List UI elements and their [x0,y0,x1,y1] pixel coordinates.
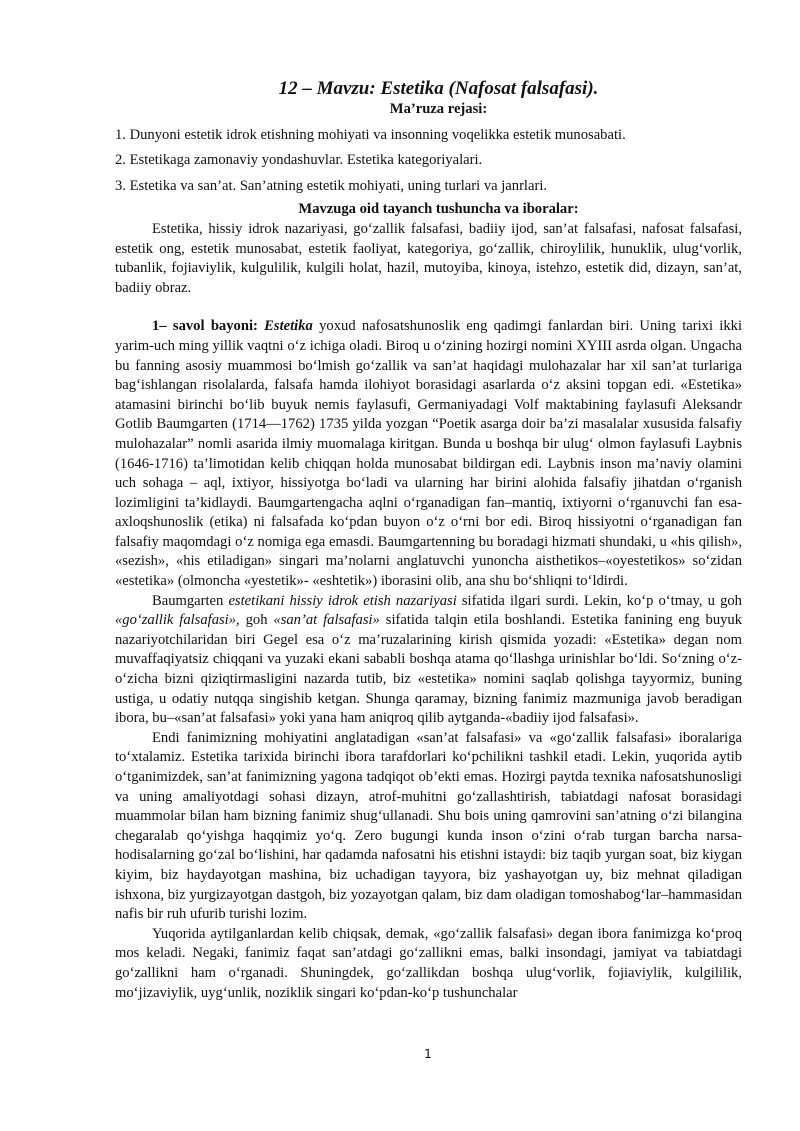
baumgarten-paragraph [115,592,742,729]
plan-item-3: 3. Estetika va san’at. San’atning estetik mohiyati, uning turlari va janrlari. [115,177,548,194]
document-title: 12 – Mavzu: Estetika (Nafosat falsafasi). [278,78,599,99]
text-run: sifatida ilgari surdi. Lekin, ko‘p o‘tmay, u goh [456,592,742,609]
question-1-paragraph [115,317,742,591]
question-1-lead: 1– savol bayoni: [152,318,258,335]
san-at-falsafasi-paragraph: Endi fanimizning mohiyatini anglatadigan «san’at falsafasi» va «go‘zallik falsafasi» iboralariga to‘xtalamiz. Estetika tarixida birinchi ibora tarafdorlari ko‘pchilikni tashkil etadi. Lekin, yuqorida aytib o‘tganimizdek, san’at fanimizning yagona tadqiqot ob’ekti emas. Hozirgi paytda texnika nafosatshunosligi va uning amaliyotdagi sohasi dizayn, atrof-muhitni go‘zallashtirish, tabiatdagi nafosat borasidagi muammolar bilan ham bizning fanimiz shug‘ullanadi. Shu bois uning qamrovini san’atning o‘zi bilangina chegaralab qo‘yishga haqqimiz yo‘q. Zero bugungi kunda inson o‘zini o‘rab turgan barcha narsa-hodisalarning go‘zal bo‘lishini, har qadamda nafosatni his etishni istaydi: biz taqib yurgan soat, biz kiygan kiyim, biz haydayotgan mashina, biz uchadigan tayyora, biz yashayotgan uy, biz mehnat qiladigan ishxona, biz yurgizayotgan dastgoh, biz yozayotgan qalam, biz dam oladigan tomoshabog‘lar–hammasidan nafis bir ruh ufurib turishi lozim. [115,729,742,923]
page-number: 1 [424,1047,432,1061]
text-run: Baumgarten [152,592,229,609]
document-page [115,76,742,1003]
italic-phrase: «go‘zallik falsafasi» [115,612,237,629]
plan-item-1: 1. Dunyoni estetik idrok etishning mohiyati va insonning voqelikka estetik munosabati. [115,126,626,143]
italic-phrase: estetikani hissiy idrok etish nazariyasi [228,592,457,609]
keywords-paragraph: Estetika, hissiy idrok nazariyasi, go‘zallik falsafasi, badiiy ijod, san’at falsafasi, nafosat falsafasi, estetik ong, estetik munosabat, estetik faoliyat, kategoriya, go‘zallik, chiroylilik, hunuklik, ulug‘vorlik, tubanlik, fojiaviylik, kulgulilik, kulgili holat, hazil, mutoyiba, kinoya, istehzo, estetik did, dizayn, san’at, badiiy obraz. [115,220,742,296]
plan-item-2: 2. Estetikaga zamonaviy yondashuvlar. Estetika kategoriyalari. [115,152,483,169]
term-estetika: Estetika [264,318,313,335]
keywords-heading: Mavzuga oid tayanch tushuncha va iboralar: [298,201,579,218]
lecture-plan-heading: Ma’ruza rejasi: [389,101,488,117]
italic-phrase: «san’at falsafasi» [273,612,380,629]
text-run: , goh [236,612,274,629]
paragraph-gap [115,298,742,317]
question-1-text: yoxud nafosatshunoslik eng qadimgi fanlardan biri. Uning tarixi ikki yarim-uch ming yillik vaqtni o‘z ichiga oladi. Biroq u o‘zining hozirgi nomini XYIII asrda olgan. Ungacha bu fanning asosiy muammosi bo‘lmish go‘zallik va san’at haqidagi mulohazalar har xil san’at turlariga bag‘ishlangan risolalarda, falsafa hamda ilohiyot borasidagi asarlarda o‘z aksini topgan edi. «Estetika» atamasini birinchi bo‘lib buyuk nemis faylasufi, Germaniyadagi Volf maktabining faylasufi Aleksandr Gotlib Baumgarten (1714—1762) 1735 yilda yozgan “Poetik asarga doir ba’zi masalalar xususida falsafiy mulohazalar” nomli asarida ilmiy muomalaga kiritgan. Bunda u boshqa bir ulug‘ olmon faylasufi Laybnis (1646-1716) ta’limotidan kelib chiqqan holda munosabat bildirgan edi. Laybnis inson ma’naviy olamini uch sohaga – aql, ixtiyor, hissiyotga bo‘ladi va ularning har birini alohida falsafiy jihatdan o‘rganish lozimligini ta’kidlaydi. Baumgartengacha aqlni o‘rganadigan fan–mantiq, ixtiyorni o‘rganuvchi fan esa-axloqshunoslik (etika) ni falsafada ko‘pdan buyon o‘z o‘rni bor edi. Biroq hissiyotni o‘rganadigan fan falsafiy maqomdagi o‘z nomiga ega emasdi. Baumgartenning bu boradagi hizmati shundaki, u «his qilish», «sezish», «his etiladigan» singari ma’nolarni anglatuvchi yunoncha aisthetikos–«oyestetikos» so‘zidan «estetika» (olmoncha «yestetik»- «eshtetik») iborasini olib, ana shu bo‘shliqni to‘ldirdi. [115,318,742,590]
gozallik-falsafasi-paragraph: Yuqorida aytilganlardan kelib chiqsak, demak, «go‘zallik falsafasi» degan ibora fanimizga ko‘proq mos keladi. Negaki, fanimiz faqat san’atdagi go‘zallikni emas, balki insondagi, jamiyat va tabiatdagi go‘zallikni ham o‘rganadi. Shuningdek, go‘zallikdan boshqa ulug‘vorlik, fojiaviylik, kulgililik, mo‘jizaviylik, uyg‘unlik, noziklik singari ko‘pdan-ko‘p tushunchalar [115,925,742,1001]
text-run: sifatida talqin etila boshlandi. Estetika fanining eng buyuk nazariyotchilaridan biri Gegel esa o‘z ma’ruzalarining kirish qismida yozadi: «Estetika» degan nom muvaffaqiyatsiz chiqqani va yuzaki ekani sababli boshqa atama qo‘llashga urinishlar bo‘ldi. So‘zning o‘z-o‘zicha bizni qiziqtirmasligini nazarda tutib, biz «estetika» nomini saqlab qolishga tayyormiz, buning ustiga, u odatiy nutqqa singishib ketgan. Shunga qaramay, bizning fanimiz mazmuniga javob beradigan ibora, bu–«san’at falsafasi» yoki yana ham aniqroq qilib aytganda-«badiiy ijod falsafasi». [115,612,743,727]
